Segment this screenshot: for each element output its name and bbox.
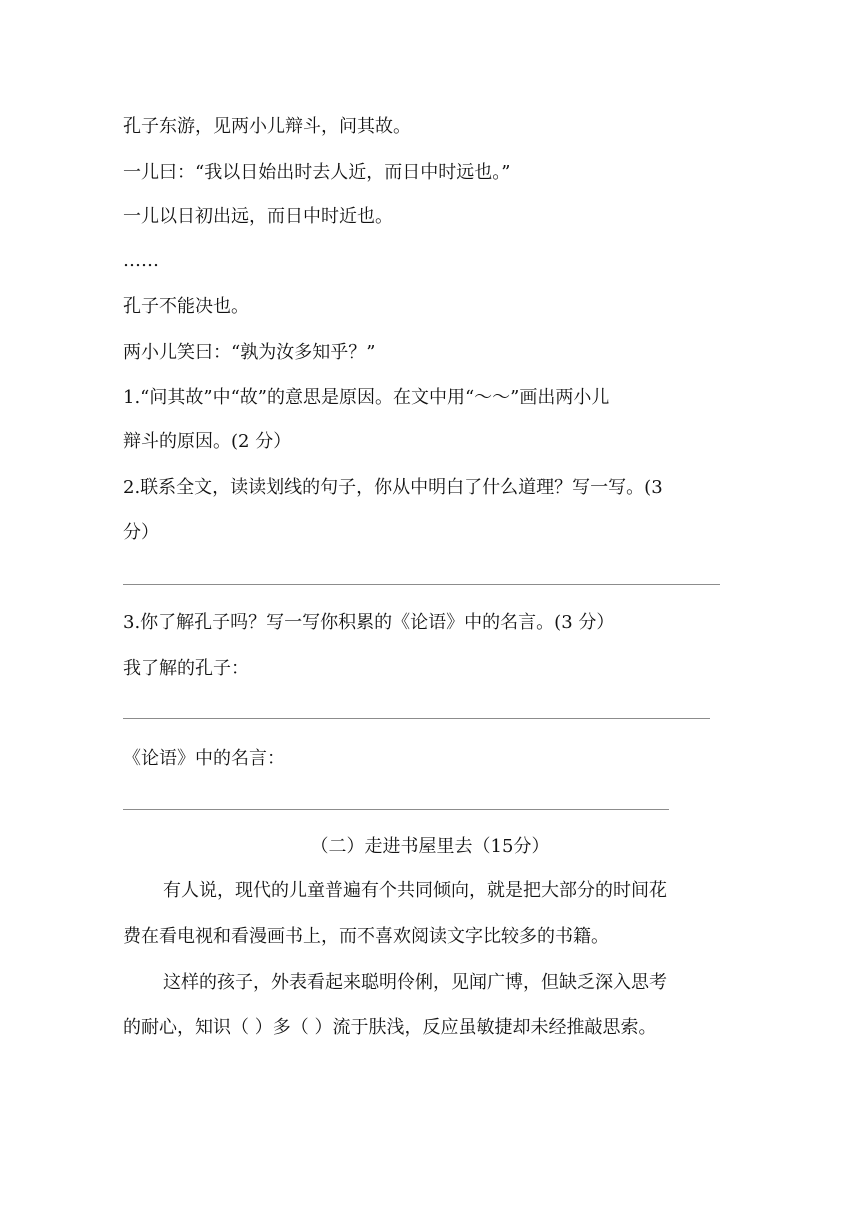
section-2-para-1-line-2: 费在看电视和看漫画书上，而不喜欢阅读文字比较多的书籍。 bbox=[123, 926, 609, 947]
section-title: （二）走进书屋里去（15分） bbox=[310, 836, 550, 857]
question-3-prompt-confucius: 我了解的孔子： bbox=[123, 658, 249, 679]
passage-line-3: 一儿以日初出远，而日中时近也。 bbox=[123, 206, 393, 227]
answer-line-q2[interactable] bbox=[123, 584, 720, 585]
passage-line-4: 孔子不能决也。 bbox=[123, 296, 249, 317]
question-1-line-2: 辩斗的原因。(2 分） bbox=[123, 431, 292, 452]
section-2-para-2-line-1: 这样的孩子，外表看起来聪明伶俐，见闻广博，但缺乏深入思考 bbox=[163, 972, 667, 993]
passage-line-2: 一儿曰：“我以日始出时去人近，而日中时远也。” bbox=[123, 162, 511, 183]
section-2-para-2-line-2: 的耐心，知识（ ）多（ ）流于肤浅，反应虽敏捷却未经推敲思索。 bbox=[123, 1017, 657, 1038]
answer-line-analects[interactable] bbox=[123, 809, 669, 810]
passage-ellipsis: …… bbox=[123, 250, 159, 271]
question-2-line-1: 2.联系全文，读读划线的句子，你从中明白了什么道理？写一写。(3 bbox=[123, 477, 663, 498]
passage-line-1: 孔子东游，见两小儿辩斗，问其故。 bbox=[123, 116, 411, 137]
section-2-para-1-line-1: 有人说，现代的儿童普遍有个共同倾向，就是把大部分的时间花 bbox=[163, 880, 667, 901]
question-3-prompt-analects: 《论语》中的名言： bbox=[123, 748, 285, 769]
question-3-line-1: 3.你了解孔子吗？写一写你积累的《论语》中的名言。(3 分） bbox=[123, 612, 615, 633]
answer-line-confucius[interactable] bbox=[123, 718, 710, 719]
question-1-line-1: 1.“问其故”中“故”的意思是原因。在文中用“～～”画出两小儿 bbox=[123, 387, 610, 408]
passage-line-5: 两小儿笑曰：“孰为汝多知乎？” bbox=[123, 342, 376, 363]
question-2-line-2: 分） bbox=[123, 522, 159, 543]
